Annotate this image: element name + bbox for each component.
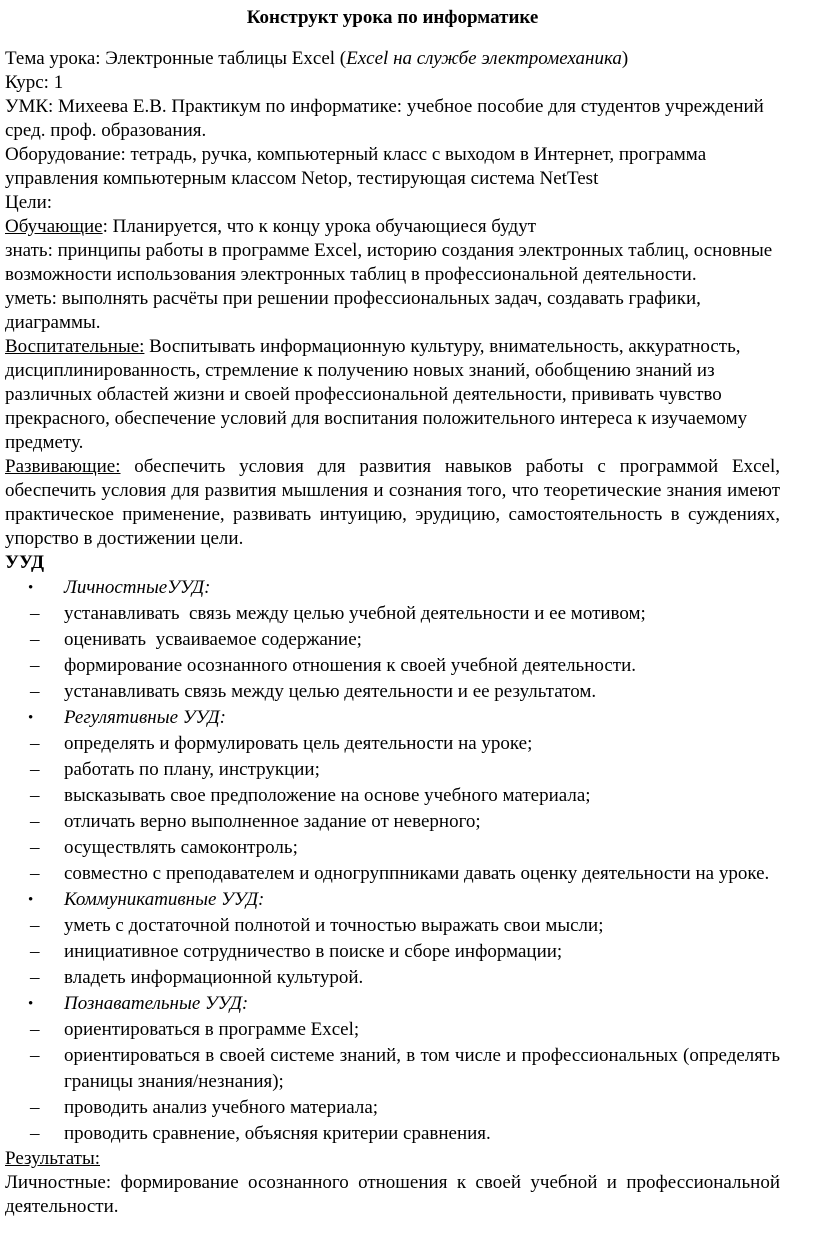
paragraph-umk: УМК: Михеева Е.В. Практикум по информатике: учебное пособие для студентов учреждений сред. проф. образования. [5, 96, 769, 141]
list-item-text: отличать верно выполненное задание от неверного; [64, 811, 481, 832]
list-header-kommunikativnye-uud [5, 887, 780, 913]
list-item-text: высказывать свое предположение на основе учебного материала; [64, 785, 591, 806]
dash-icon: – [30, 603, 40, 624]
dash-icon: – [30, 655, 40, 676]
list-item [5, 757, 780, 783]
list-item [5, 601, 780, 627]
list-item-text: определять и формулировать цель деятельности на уроке; [64, 733, 533, 754]
list-item-text: осуществлять самоконтроль; [64, 837, 298, 858]
list-item [5, 913, 780, 939]
razvivayushchie-text: обеспечить условия для развития навыков работы с программой Excel, обеспечить условия для развития мышления и сознания того, что теоретические знания имеют практическое применение, развивать интуицию, эрудицию, самостоятельность в суждениях, упорство в достижении цели. [5, 456, 785, 549]
paragraph-razvivayushchie [5, 455, 785, 551]
list-header-label: Регулятивные УУД: [64, 707, 226, 728]
list-item-text: устанавливать связь между целью деятельности и ее результатом. [64, 681, 597, 702]
obuchayushchie-underlined-label: Обучающие [5, 216, 103, 237]
bullet-icon: • [28, 580, 34, 596]
bullet-icon: • [28, 892, 34, 908]
list-item-text: формирование осознанного отношения к своей учебной деятельности. [64, 655, 637, 676]
list-item [5, 861, 780, 887]
dash-icon: – [30, 1123, 40, 1144]
rezultaty-underlined-label: Результаты: [5, 1148, 100, 1169]
list-item-text: ориентироваться в своей системе знаний, в том числе и профессиональных (определять границы знания/незнания); [64, 1045, 785, 1092]
list-header-label: ЛичностныеУУД: [64, 577, 211, 598]
paragraph-lichnostnye-result: Личностные: формирование осознанного отношения к своей учебной и профессиональной деятельности. [5, 1172, 785, 1217]
dash-icon: – [30, 681, 40, 702]
list-item [5, 835, 780, 861]
list-item [5, 783, 780, 809]
dash-icon: – [30, 811, 40, 832]
dash-icon: – [30, 863, 40, 884]
dash-icon: – [30, 733, 40, 754]
vospitatelnye-underlined-label: Воспитательные: [5, 336, 145, 357]
paragraph-kurs: Курс: 1 [5, 72, 64, 93]
tema-uroka-text: Тема урока: Электронные таблицы Excel ( [5, 48, 347, 69]
list-item-text: оценивать усваиваемое содержание; [64, 629, 362, 650]
tema-uroka-italic-text: Excel на службе электромеханика [346, 48, 622, 69]
list-header-label: Познавательные УУД: [64, 993, 249, 1014]
dash-icon: – [30, 629, 40, 650]
list-item-text: инициативное сотрудничество в поиске и сборе информации; [64, 941, 563, 962]
paragraph-tema-uroka [5, 47, 780, 71]
list-item [5, 1095, 780, 1121]
list-item [5, 1017, 780, 1043]
list-item [5, 731, 780, 757]
vospitatelnye-text: Воспитывать информационную культуру, внимательность, аккуратность, дисциплинированность, стремление к получению новых знаний, обобщению знаний из различных областей жизни и своей профессиональной деятельности, прививать чувство прекрасного, обеспечение условий для воспитания положительного интереса к изучаемому предмету. [5, 336, 752, 453]
list-item-text: ориентироваться в программе Excel; [64, 1019, 360, 1040]
paragraph-uud-heading: УУД [5, 552, 45, 573]
dash-icon: – [30, 837, 40, 858]
dash-icon: – [30, 915, 40, 936]
obuchayushchie-text: : Планируется, что к концу урока обучающиеся будут [102, 216, 537, 237]
list-item [5, 679, 780, 705]
list-item [5, 1121, 780, 1147]
list-item [5, 939, 780, 965]
list-item [5, 653, 780, 679]
paragraph-vospitatelnye [5, 335, 780, 455]
list-item [5, 1043, 785, 1095]
paragraph-oborudovanie: Оборудование: тетрадь, ручка, компьютерный класс с выходом в Интернет, программа управления компьютерным классом Netop, тестирующая система NetTest [5, 144, 711, 189]
list-item-text: устанавливать связь между целью учебной деятельности и ее мотивом; [64, 603, 646, 624]
list-item-text: проводить анализ учебного материала; [64, 1097, 379, 1118]
bullet-icon: • [28, 996, 34, 1012]
list-header-label: Коммуникативные УУД: [64, 889, 265, 910]
list-header-poznavatelnye-uud [5, 991, 780, 1017]
paragraph-celi: Цели: [5, 192, 53, 213]
dash-icon: – [30, 1019, 40, 1040]
list-item-text: работать по плану, инструкции; [64, 759, 320, 780]
dash-icon: – [30, 759, 40, 780]
dash-icon: – [30, 1045, 40, 1066]
list-item [5, 627, 780, 653]
razvivayushchie-underlined-label: Развивающие: [5, 456, 121, 477]
paragraph-umet: уметь: выполнять расчёты при решении профессиональных задач, создавать графики, диаграммы. [5, 288, 706, 333]
list-item [5, 809, 780, 835]
list-item-text: владеть информационной культурой. [64, 967, 364, 988]
dash-icon: – [30, 967, 40, 988]
paragraph-rezultaty [5, 1147, 780, 1171]
list-header-lichnostnye-uud [5, 575, 780, 601]
list-item-text: проводить сравнение, объясняя критерии сравнения. [64, 1123, 491, 1144]
paragraph-obuchayushchie [5, 215, 780, 239]
bullet-icon: • [28, 710, 34, 726]
list-item-text: совместно с преподавателем и одногруппниками давать оценку деятельности на уроке. [64, 863, 770, 884]
list-header-regulyativnye-uud [5, 705, 780, 731]
tema-uroka-close-paren: ) [621, 48, 629, 69]
document-title [5, 6, 780, 30]
list-item-text: уметь с достаточной полнотой и точностью выражать свои мысли; [64, 915, 604, 936]
uud-list-block [5, 575, 785, 1147]
document-title-text: Конструкт урока по информатике [246, 7, 539, 28]
dash-icon: – [30, 941, 40, 962]
dash-icon: – [30, 1097, 40, 1118]
dash-icon: – [30, 785, 40, 806]
paragraph-znat: знать: принципы работы в программе Excel, историю создания электронных таблиц, основные возможности использования электронных таблиц в профессиональной деятельности. [5, 240, 777, 285]
list-item [5, 965, 780, 991]
